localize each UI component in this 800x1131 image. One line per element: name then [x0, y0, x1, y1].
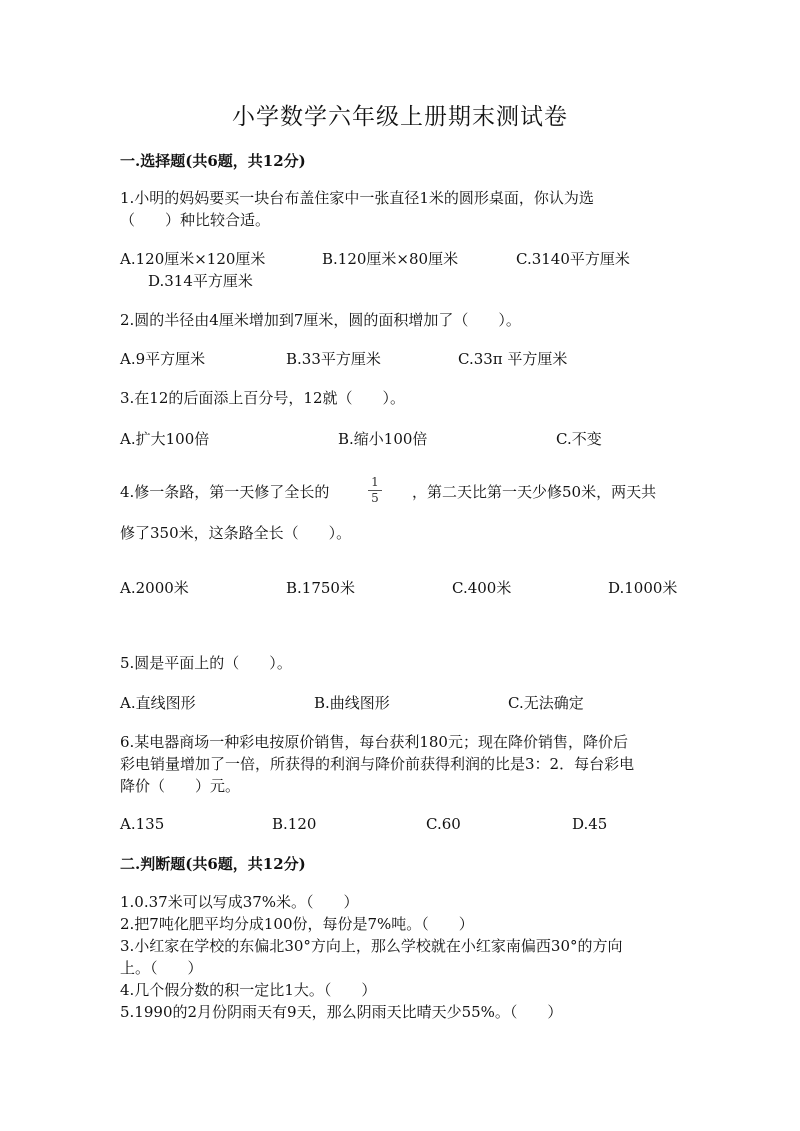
question-1-line-2: （ ）种比较合适。 — [120, 211, 271, 229]
section-heading-judgment: 二.判断题(共6题，共12分) — [120, 855, 306, 873]
question-6-line-1: 6.某电器商场一种彩电按原价销售，每台获利180元；现在降价销售，降价后 — [120, 733, 628, 751]
q5-option-a: A.直线图形 — [120, 694, 196, 712]
q6-option-c: C.60 — [426, 815, 461, 833]
q3-option-a: A.扩大100倍 — [120, 430, 210, 448]
question-4-line-2: 修了350米，这条路全长（ ）。 — [120, 524, 352, 542]
q4-option-b: B.1750米 — [286, 579, 355, 597]
judgment-item-3-line-1: 3.小红家在学校的东偏北30°方向上，那么学校就在小红家南偏西30°的方向 — [120, 937, 623, 955]
q2-option-c: C.33π 平方厘米 — [458, 350, 568, 368]
q3-option-b: B.缩小100倍 — [338, 430, 428, 448]
question-4-line-1-before: 4.修一条路，第一天修了全长的 — [120, 483, 330, 501]
q4-option-c: C.400米 — [452, 579, 512, 597]
judgment-item-3-line-2: 上。（ ） — [120, 959, 203, 977]
q2-option-a: A.9平方厘米 — [120, 350, 206, 368]
q1-option-c: C.3140平方厘米 — [516, 250, 630, 268]
judgment-item-4: 4.几个假分数的积一定比1大。（ ） — [120, 981, 377, 999]
question-6-line-2: 彩电销量增加了一倍，所获得的利润与降价前获得利润的比是3：2．每台彩电 — [120, 755, 635, 773]
section-heading-choice: 一.选择题(共6题，共12分) — [120, 152, 306, 170]
fraction-one-fifth — [368, 476, 382, 505]
q4-option-a: A.2000米 — [120, 579, 189, 597]
question-4-line-1-after: ，第二天比第一天少修50米，两天共 — [412, 483, 657, 501]
question-3: 3.在12的后面添上百分号，12就（ ）。 — [120, 389, 405, 407]
judgment-item-5: 5.1990的2月份阴雨天有9天，那么阴雨天比晴天少55%。（ ） — [120, 1003, 563, 1021]
judgment-item-2: 2.把7吨化肥平均分成100份，每份是7%吨。（ ） — [120, 915, 474, 933]
page-title: 小学数学六年级上册期末测试卷 — [232, 104, 568, 130]
q5-option-c: C.无法确定 — [508, 694, 584, 712]
question-5: 5.圆是平面上的（ ）。 — [120, 654, 292, 672]
judgment-item-1: 1.0.37米可以写成37%米。（ ） — [120, 893, 359, 911]
q6-option-d: D.45 — [572, 815, 608, 833]
q1-option-b: B.120厘米×80厘米 — [322, 250, 459, 268]
q1-option-d: D.314平方厘米 — [148, 272, 253, 290]
fraction-denominator: 5 — [371, 491, 379, 505]
q2-option-b: B.33平方厘米 — [286, 350, 381, 368]
q1-option-a: A.120厘米×120厘米 — [120, 250, 266, 268]
q4-option-d: D.1000米 — [608, 579, 678, 597]
q6-option-b: B.120 — [272, 815, 317, 833]
question-6-line-3: 降价（ ）元。 — [120, 777, 241, 795]
q5-option-b: B.曲线图形 — [314, 694, 390, 712]
question-2: 2.圆的半径由4厘米增加到7厘米，圆的面积增加了（ ）。 — [120, 311, 521, 329]
q3-option-c: C.不变 — [556, 430, 602, 448]
q6-option-a: A.135 — [120, 815, 165, 833]
fraction-numerator: 1 — [371, 475, 379, 489]
question-1-line-1: 1.小明的妈妈要买一块台布盖住家中一张直径1米的圆形桌面，你认为选 — [120, 189, 594, 207]
